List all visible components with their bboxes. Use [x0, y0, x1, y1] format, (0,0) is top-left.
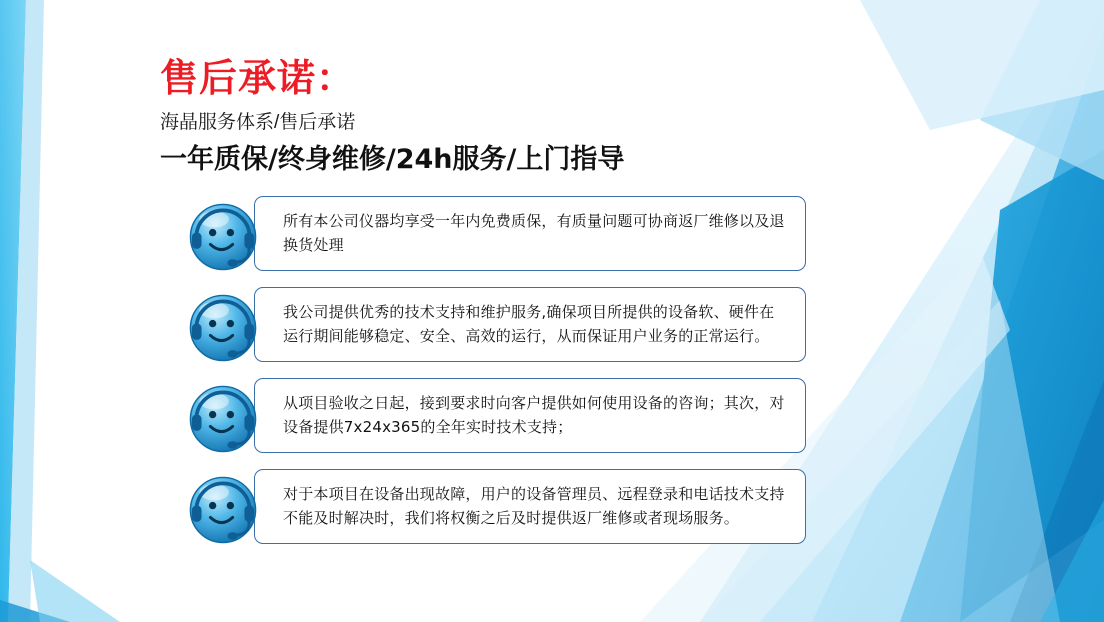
avatar: [186, 196, 272, 274]
promise-list: [186, 196, 806, 560]
list-item: [186, 469, 806, 547]
avatar: [186, 469, 272, 547]
breadcrumb: 海晶服务体系/售后承诺: [160, 111, 356, 133]
page-title: 售后承诺：: [160, 56, 356, 100]
avatar: [186, 378, 272, 456]
promise-text: 所有本公司仪器均享受一年内免费质保，有质量问题可协商返厂维修以及退换货处理: [283, 212, 785, 255]
promise-text-bubble: [254, 378, 806, 453]
promise-text-bubble: [254, 469, 806, 544]
headset-smiley-icon: [186, 291, 260, 365]
promise-text-bubble: [254, 196, 806, 271]
headset-smiley-icon: [186, 473, 260, 547]
list-item: [186, 378, 806, 456]
headset-smiley-icon: [186, 200, 260, 274]
avatar: [186, 287, 272, 365]
list-item: [186, 196, 806, 274]
promise-text: 对于本项目在设备出现故障，用户的设备管理员、远程登录和电话技术支持不能及时解决时，我们将权衡之后及时提供返厂维修或者现场服务。: [283, 485, 785, 528]
promise-text: 从项目验收之日起，接到要求时向客户提供如何使用设备的咨询；其次，对设备提供7x24x365的全年实时技术支持；: [283, 394, 785, 437]
promise-text-bubble: [254, 287, 806, 362]
promise-text: 我公司提供优秀的技术支持和维护服务,确保项目所提供的设备软、硬件在运行期间能够稳定、安全、高效的运行，从而保证用户业务的正常运行。: [283, 303, 775, 346]
slide-header: [160, 58, 624, 176]
page-subtitle: 一年质保/终身维修/24h服务/上门指导: [160, 143, 625, 175]
headset-smiley-icon: [186, 382, 260, 456]
list-item: [186, 287, 806, 365]
